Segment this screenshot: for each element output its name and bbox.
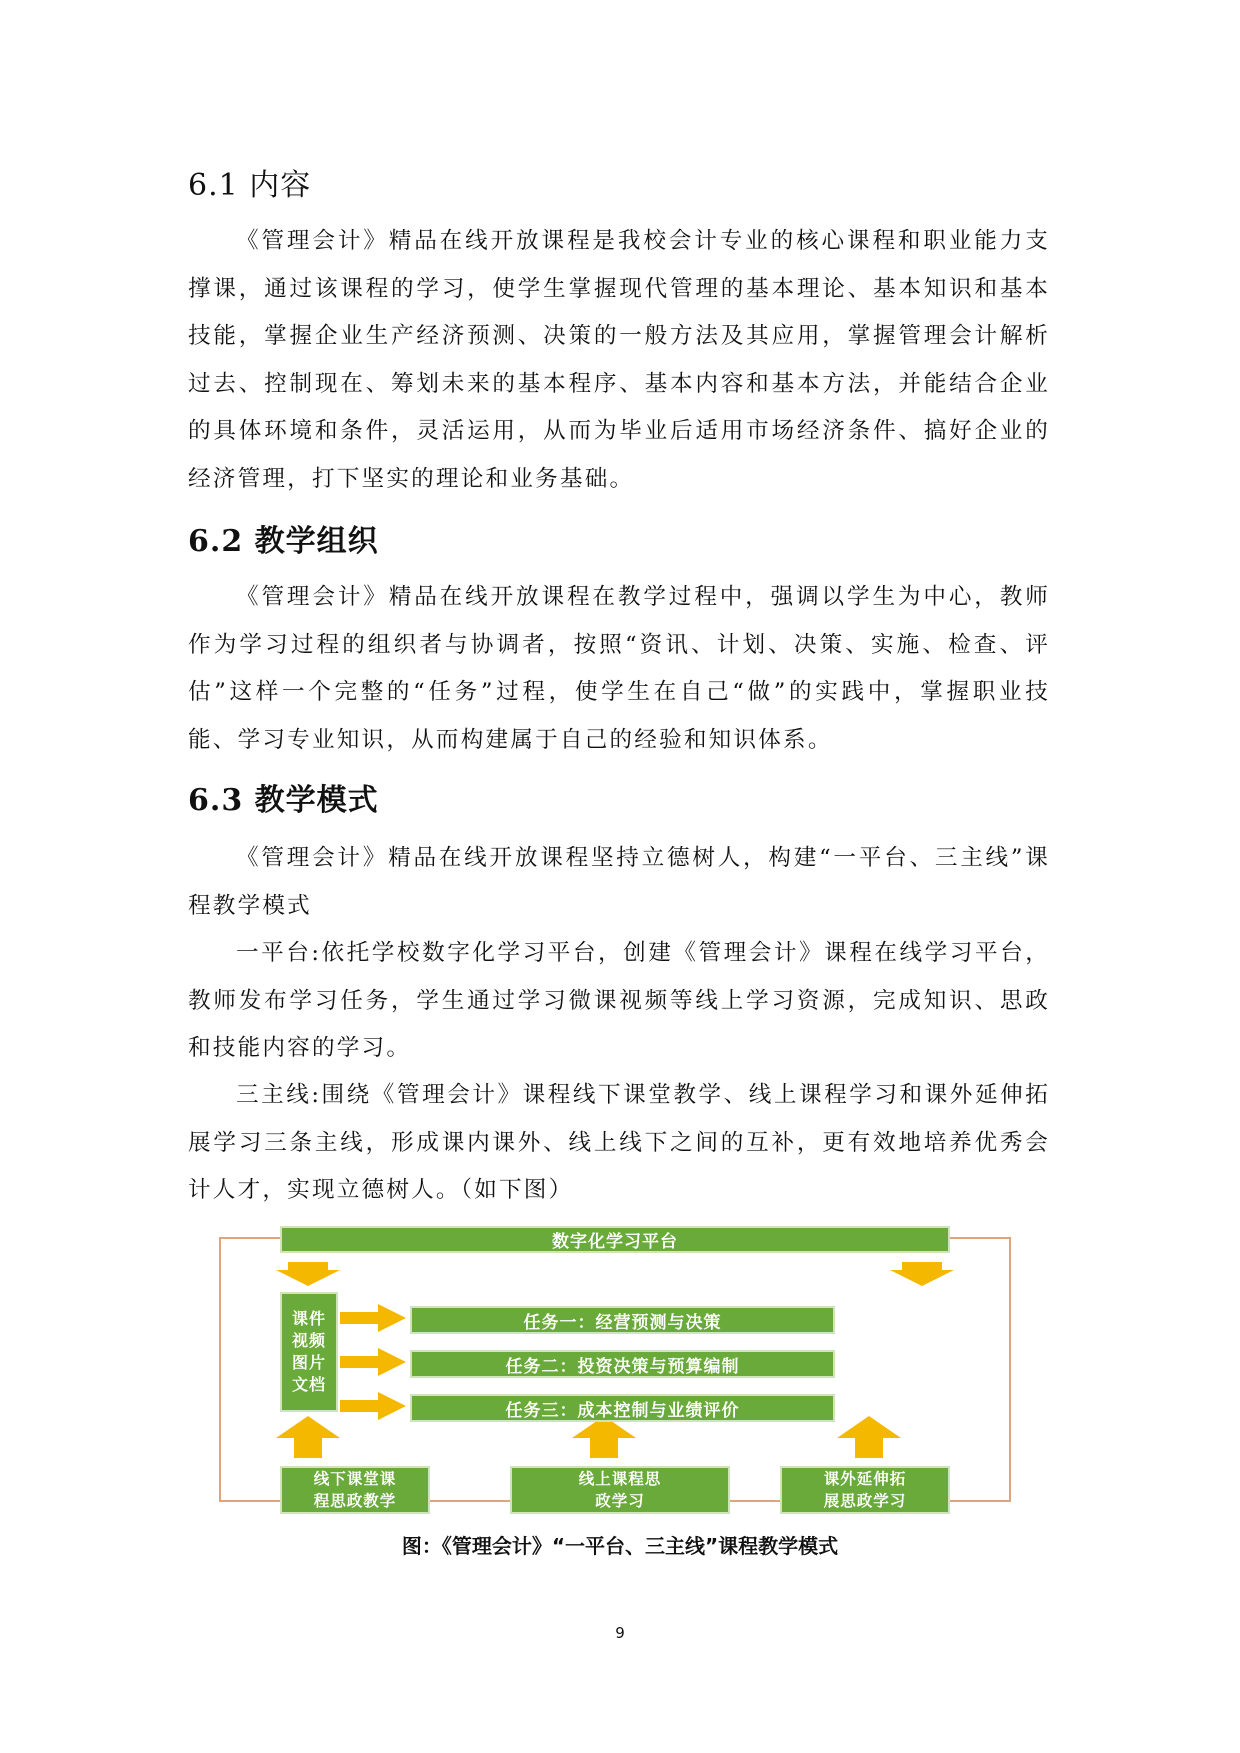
down-arrow-left: [276, 1262, 340, 1286]
section-heading-6-2: 6.2 教学组织: [188, 524, 379, 559]
line-box-offline: 线下课堂课 程思政教学: [280, 1466, 430, 1514]
right-frame-line: [950, 1238, 1010, 1501]
page-number: 9: [615, 1624, 625, 1642]
paragraph-6-2: 《管理会计》精品在线开放课程在教学过程中，强调以学生为中心，教师作为学习过程的组织者与协调者，按照“资讯、计划、决策、实施、检查、评估”这样一个完整的“任务”过程，使学生在自己“做”的实践中，掌握职业技能、学习专业知识，从而构建属于自己的经验和知识体系。: [188, 584, 1050, 753]
paragraph-three-lines: 三主线:围绕《管理会计》课程线下课堂教学、线上课程学习和课外延伸拓展学习三条主线，形成课内课外、线上线下之间的互补，更有效地培养优秀会计人才，实现立德树人。（如下图）: [188, 1082, 1050, 1203]
teaching-model-diagram: [210, 1226, 1020, 1516]
platform-box: 数字化学习平台: [280, 1226, 950, 1253]
figure-caption: 图：《管理会计》“一平台、三主线”课程教学模式: [401, 1534, 839, 1558]
right-arrow-task3: [340, 1392, 406, 1420]
resources-box: 课件 视频 图片 文档: [280, 1292, 338, 1412]
up-arrow-offline: [276, 1416, 340, 1458]
right-arrow-task2: [340, 1348, 406, 1376]
section-heading-6-1: 6.1 内容: [188, 168, 312, 203]
up-arrow-online: [572, 1416, 636, 1458]
paragraph-6-3-intro: 《管理会计》精品在线开放课程坚持立德树人，构建“一平台、三主线”课程教学模式: [188, 845, 1050, 919]
down-arrow-right: [890, 1262, 954, 1286]
section-heading-6-3: 6.3 教学模式: [188, 783, 379, 818]
line-box-online: 线上课程思 政学习: [510, 1466, 730, 1514]
task-box-3: 任务三：成本控制与业绩评价: [410, 1394, 835, 1422]
paragraph-one-platform: 一平台:依托学校数字化学习平台，创建《管理会计》课程在线学习平台，教师发布学习任务，学生通过学习微课视频等线上学习资源，完成知识、思政和技能内容的学习。: [188, 940, 1050, 1061]
task-box-2: 任务二：投资决策与预算编制: [410, 1350, 835, 1378]
up-arrow-extension: [837, 1416, 901, 1458]
line-box-extension: 课外延伸拓 展思政学习: [780, 1466, 950, 1514]
task-box-1: 任务一：经营预测与决策: [410, 1306, 835, 1334]
left-frame-line: [220, 1238, 280, 1501]
right-arrow-task1: [340, 1304, 406, 1332]
paragraph-6-1: 《管理会计》精品在线开放课程是我校会计专业的核心课程和职业能力支撑课，通过该课程的学习，使学生掌握现代管理的基本理论、基本知识和基本技能，掌握企业生产经济预测、决策的一般方法及其应用，掌握管理会计解析过去、控制现在、筹划未来的基本程序、基本内容和基本方法，并能结合企业的具体环境和条件，灵活运用，从而为毕业后适用市场经济条件、搞好企业的经济管理，打下坚实的理论和业务基础。: [188, 228, 1050, 492]
